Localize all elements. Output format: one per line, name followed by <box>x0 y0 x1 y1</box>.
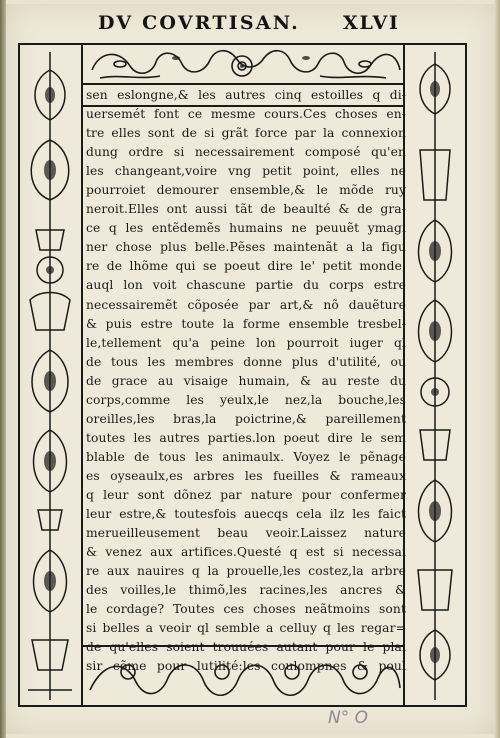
text-line: corps,comme les yeulx,le nez,la bouche,les <box>86 392 406 407</box>
top-frieze-ornament <box>92 51 400 78</box>
text-line: oreilles,les bras,la poictrine,& pareillement <box>86 411 406 426</box>
text-line: es oyseaulx,es arbres les fueilles & rameaux <box>86 468 406 483</box>
text-line: blable de tous les animaulx. Voyez le pẽnage <box>86 449 406 464</box>
text-line: les changeant,voire vng petit point, elles ne <box>86 164 406 179</box>
text-line: de grace au visaige humain, & au reste du <box>86 373 406 388</box>
text-line: & puis estre toute la forme ensemble tresbel- <box>86 316 406 331</box>
text-line: pourroiet demourer ensemble,& le mõde ruy <box>86 183 406 198</box>
library-stamp: N° O <box>328 708 369 728</box>
text-line: necessairemẽt cõposée par art,& nõ dauẽture <box>86 297 406 312</box>
text-line: neroit.Elles ont aussi tãt de beaulté & de gra- <box>86 202 406 217</box>
folio: XLVI <box>343 12 400 34</box>
text-line: si belles a veoir ql semble a celluy q les regar= <box>86 621 406 636</box>
text-line: ner chose plus belle.Pẽses maintenãt a la figu <box>86 240 406 255</box>
text-line: sir cõme pour lutilité:les coulompnes & poul <box>86 659 406 674</box>
text-line: re aux nauires q la prouelle,les costez,la arbre <box>86 564 406 579</box>
text-line: des voilles,le thimõ,les racines,les ancres & <box>86 583 406 598</box>
text-line: sen eslongne,& les autres cinq estoilles q di- <box>86 88 406 102</box>
text-line: de qu'elles soient trouuées autant pour le plai <box>86 640 406 655</box>
running-head: DV COVRTISAN. <box>98 12 300 34</box>
text-line: dung ordre si necessairement composé qu'en <box>86 145 406 160</box>
text-line: q leur sont dõnez par nature pour confermer <box>86 487 406 502</box>
text-line: re de lhõme qui se poeut dire le' petit monde, <box>86 259 406 274</box>
text-line: le cordage? Toutes ces choses neãtmoins sont <box>86 602 406 617</box>
text-line: toutes les autres parties.lon poeut dire le sem <box>86 430 406 445</box>
text-line: le,tellement qu'a peine lon pourroit iuger ql <box>86 335 406 350</box>
body-text <box>86 86 406 676</box>
text-line: merueilleusement beau veoir.Laissez nature <box>86 526 406 541</box>
text-line: auql lon voit chascune partie du corps estre <box>86 278 406 293</box>
text-line: tre elles sont de si grãt force par la connexion <box>86 126 406 141</box>
text-line: uersemét font ce mesme cours.Ces choses en- <box>86 107 406 122</box>
right-pillar-ornament <box>418 52 452 700</box>
text-line: leur estre,& toutesfois auecqs cela ilz les faict <box>86 507 406 522</box>
text-line: ce q les entẽdemẽs humains ne peuuẽt ymagi <box>86 221 406 236</box>
text-line: de tous les membres donne plus d'utilité, ou <box>86 354 406 369</box>
text-line: & venez aux artifices.Questé q est si necessai <box>86 545 406 560</box>
